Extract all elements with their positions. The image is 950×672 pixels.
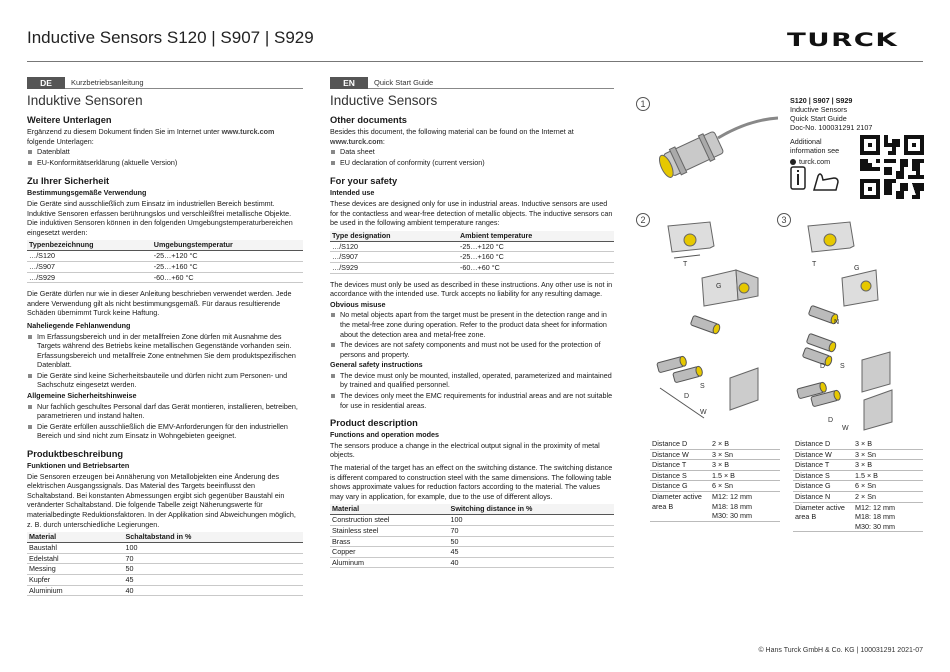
- table-cell: 40: [449, 557, 614, 568]
- table-cell: -25…+160 °C: [458, 252, 614, 263]
- column-en: [330, 77, 614, 568]
- table-cell: 1.5 × B: [710, 470, 780, 481]
- table-cell: Diameter active area B: [650, 491, 710, 521]
- table-cell: Baustahl: [27, 543, 123, 554]
- heading-product-de: Produktbeschreibung: [27, 449, 124, 460]
- heading-docs-de: Weitere Unterlagen: [27, 115, 112, 125]
- table-cell: 3 × B: [710, 460, 780, 471]
- table-row: [793, 460, 923, 471]
- table-cell: Distance D: [650, 439, 710, 449]
- table-cell: …/S929: [27, 272, 152, 283]
- turck-link-de[interactable]: www.turck.com: [221, 127, 275, 136]
- table-cell: 70: [123, 553, 303, 564]
- docs-text-end-en: :: [382, 136, 385, 146]
- heading-use-en: Intended use: [330, 188, 375, 198]
- material-table-en: [330, 504, 614, 568]
- dim-label-g3: G: [854, 265, 860, 272]
- table-cell: Edelstahl: [27, 553, 123, 564]
- table-cell: 70: [449, 526, 614, 537]
- table-cell: -25…+160 °C: [152, 261, 303, 272]
- table-cell: Distance G: [650, 481, 710, 492]
- table-row: [27, 543, 303, 554]
- list-item: Die Geräte erfüllen ausschließlich die EMV-Anforderungen für den industriellen Bereich und sind nicht zum Einsatz in Wohngebieten geeignet.: [27, 422, 303, 441]
- material-table-de: [27, 532, 303, 596]
- dim-label-w: W: [700, 409, 707, 416]
- lang-badge-en: EN: [330, 77, 368, 89]
- table-cell: 6 × Sn: [853, 481, 923, 492]
- table-row: [793, 502, 923, 532]
- table-cell: 100: [449, 515, 614, 526]
- list-item: The devices are not safety components and must not be used for the protection of persons and property.: [330, 340, 614, 359]
- table-row: [27, 261, 303, 272]
- table-cell: 2 × B: [710, 439, 780, 449]
- table-cell: 2 × Sn: [853, 491, 923, 502]
- table-row: [330, 536, 614, 547]
- dim-label-g: G: [716, 283, 722, 290]
- table-row: [27, 585, 303, 596]
- docs-text-en: Besides this document, the following material can be found on the Internet at: [330, 127, 574, 136]
- figure-number-1: 1: [636, 97, 650, 111]
- table-cell: 100: [123, 543, 303, 554]
- dim-label-s: S: [700, 383, 705, 390]
- table-cell: …/S120: [27, 251, 152, 262]
- table-cell: 3 × B: [853, 439, 923, 449]
- heading-misuse-en: Obvious misuse: [330, 299, 386, 309]
- table-row: [793, 439, 923, 449]
- table-cell: Distance T: [793, 460, 853, 471]
- heading-general-de: Allgemeine Sicherheitshinweise: [27, 391, 137, 401]
- table-row: [27, 574, 303, 585]
- table-cell: M12: 12 mm M18: 18 mm M30: 30 mm: [710, 491, 780, 521]
- column-de: [27, 77, 303, 596]
- dim-label-t: T: [683, 261, 688, 268]
- section-title-en: Inductive Sensors: [330, 93, 438, 108]
- table-row: [793, 491, 923, 502]
- table-cell: 1.5 × B: [853, 470, 923, 481]
- sensor-illustration: [648, 110, 778, 190]
- table-cell: -25…+120 °C: [152, 251, 303, 262]
- lang-bar-de: [27, 77, 303, 89]
- section-title-de: Induktive Sensoren: [27, 93, 143, 108]
- table-cell: Distance W: [793, 449, 853, 460]
- use-paragraph-de: Die Geräte sind ausschließlich zum Einsatz im industriellen Bereich bestimmt. Induktive Sensoren erfassen berührungslos und verschleißfrei metallische Objekte. Die induktiven Sensoren können in den folgenden Umgebungstemperaturbereichen eingesetzt werden:: [27, 198, 293, 237]
- docs-text-end-de: folgende Unterlagen:: [27, 136, 94, 146]
- table-header: Switching distance in %: [449, 504, 614, 515]
- mounting-diagram-2: [640, 218, 780, 433]
- misuse-list-en: [330, 310, 614, 359]
- docs-paragraph-en: [330, 127, 614, 146]
- list-item: Datenblatt: [27, 147, 303, 157]
- use-paragraph2-en: The devices must only be used as described in these instructions. Any other use is not in accordance with the intended use. Turck accepts no liability for any resulting damage.: [330, 279, 613, 299]
- table-row: [650, 439, 780, 449]
- table-cell: …/S907: [27, 261, 152, 272]
- table-cell: Distance T: [650, 460, 710, 471]
- functions-paragraph-de: Die Sensoren erzeugen bei Annäherung von Metallobjekten eine Änderung des elektrischen Ausgangssignals. Das Material des Targets beeinflusst den Schaltabstand. Bei konstanten Abmessungen ergibt sich gegenüber Baustahl ein veränderter Schaltabstand. Die folgende Tabelle zeigt Näherungswerte für materialbedingte Reduktionsfaktoren. In der Applikation sind Abweichungen möglich, z. B. durch unterschiedliche Legierungen.: [27, 471, 296, 529]
- table-cell: Construction steel: [330, 515, 449, 526]
- doc-info-number: Doc-No. 100031291 2107: [790, 123, 873, 132]
- table-cell: Distance S: [650, 470, 710, 481]
- docs-paragraph-de: [27, 127, 303, 146]
- dim-label-t3: T: [812, 261, 817, 268]
- table-header: Typenbezeichnung: [27, 240, 152, 251]
- table-header: Material: [27, 532, 123, 543]
- dim-label-s3: S: [840, 363, 845, 370]
- bullet-icon: [790, 159, 796, 165]
- document-title: Inductive Sensors S120 | S907 | S929: [27, 28, 314, 47]
- table-cell: Kupfer: [27, 574, 123, 585]
- table-row: [330, 262, 614, 273]
- table-row: [330, 241, 614, 252]
- table-cell: Stainless steel: [330, 526, 449, 537]
- table-row: [27, 553, 303, 564]
- general-list-en: [330, 371, 614, 410]
- table-cell: Distance S: [793, 470, 853, 481]
- heading-functions-en: Functions and operation modes: [330, 430, 440, 440]
- table-cell: M12: 12 mm M18: 18 mm M30: 30 mm: [853, 502, 923, 532]
- table-cell: 45: [449, 547, 614, 558]
- lang-bar-en: [330, 77, 614, 89]
- table-cell: Distance N: [793, 491, 853, 502]
- figure-number-3: 3: [777, 213, 791, 227]
- table-cell: 50: [123, 564, 303, 575]
- table-cell: 3 × Sn: [710, 449, 780, 460]
- list-item: Im Erfassungsbereich und in der metallfreien Zone dürfen mit Ausnahme des Targets während des Betriebs keine metallischen Gegenstände vorhanden sein. Erfassungsbereich und metallfreie Zone entnehmen Sie dem produktspezifischen Datenblatt.: [27, 332, 303, 370]
- table-cell: …/S907: [330, 252, 458, 263]
- heading-general-en: General safety instructions: [330, 360, 423, 370]
- misuse-list-de: [27, 332, 303, 391]
- table-row: [793, 481, 923, 492]
- heading-use-de: Bestimmungsgemäße Verwendung: [27, 188, 147, 198]
- table-row: [330, 252, 614, 263]
- footer-copyright: © Hans Turck GmbH & Co. KG | 100031291 2021-07: [758, 647, 923, 654]
- turck-link-en[interactable]: www.turck.com: [330, 136, 383, 146]
- table-row: [27, 272, 303, 283]
- table-row: [27, 251, 303, 262]
- table-cell: Aluminium: [27, 585, 123, 596]
- table-row: [650, 491, 780, 521]
- table-header: Ambient temperature: [458, 231, 614, 242]
- figure-number-2: 2: [636, 213, 650, 227]
- docs-list-en: [330, 147, 614, 167]
- temp-table-de: [27, 240, 303, 283]
- dim-label-d3b: D: [828, 417, 834, 424]
- table-row: [793, 470, 923, 481]
- list-item: Nur fachlich geschultes Personal darf das Gerät montieren, installieren, betreiben, parametrieren und instand halten.: [27, 402, 303, 421]
- table-header: Type designation: [330, 231, 458, 242]
- table-row: [330, 547, 614, 558]
- table-header: Material: [330, 504, 449, 515]
- table-cell: Aluminum: [330, 557, 449, 568]
- table-row: [650, 449, 780, 460]
- table-cell: Distance G: [793, 481, 853, 492]
- dim-label-w3: W: [842, 425, 849, 432]
- heading-product-en: Product description: [330, 418, 418, 429]
- list-item: EU-Konformitätserklärung (aktuelle Version): [27, 158, 303, 168]
- dim-label-d3a: D: [820, 363, 826, 370]
- list-item: The devices only meet the EMC requirements for industrial areas and are not suitable for use in residential areas.: [330, 391, 614, 410]
- table-row: [330, 515, 614, 526]
- docs-list-de: [27, 147, 303, 167]
- use-paragraph2-de: Die Geräte dürfen nur wie in dieser Anleitung beschrieben verwendet werden. Jede andere Verwendung gilt als nicht bestimmungsgemäß. Für daraus resultierende Schäden übernimmt Turck keine Haftung.: [27, 289, 292, 318]
- heading-functions-de: Funktionen und Betriebsarten: [27, 461, 130, 471]
- table-cell: Distance D: [793, 439, 853, 449]
- info-link[interactable]: turck.com: [799, 157, 831, 166]
- lang-label-de: Kurzbetriebsanleitung: [71, 77, 144, 87]
- docs-text-de: Ergänzend zu diesem Dokument finden Sie im Internet unter: [27, 127, 222, 136]
- mounting-diagram-3: [780, 218, 920, 433]
- functions-paragraph2-en: The material of the target has an effect on the switching distance. The switching distance is different compared to construction steel with the same dimensions. The following table shows approximate values for reduction factors according to the material. The values may vary in application, for example, due to the use of different alloys.: [330, 463, 613, 501]
- list-item: Die Geräte sind keine Sicherheitsbauteile und dürfen nicht zum Personen- und Sachschutz eingesetzt werden.: [27, 371, 303, 390]
- heading-docs-en: Other documents: [330, 115, 407, 125]
- doc-info-title: S120 | S907 | S929: [790, 96, 853, 105]
- info-hand-icon: [790, 166, 846, 192]
- functions-paragraph-en: The sensors produce a change in the electrical output signal in the proximity of metal objects.: [330, 440, 600, 460]
- list-item: EU declaration of conformity (current version): [330, 158, 614, 168]
- table-cell: Brass: [330, 536, 449, 547]
- table-row: [330, 557, 614, 568]
- table-row: [793, 449, 923, 460]
- use-paragraph-en: These devices are designed only for use in industrial areas. Inductive sensors are used for the contactless and wear-free detection of metallic objects. The inductive sensors can be used in the following ambient temperature ranges:: [330, 198, 613, 228]
- table-cell: -60…+60 °C: [152, 272, 303, 283]
- temp-table-en: [330, 231, 614, 274]
- general-list-de: [27, 402, 303, 441]
- table-cell: -60…+60 °C: [458, 262, 614, 273]
- table-cell: 40: [123, 585, 303, 596]
- table-cell: 45: [123, 574, 303, 585]
- table-cell: Copper: [330, 547, 449, 558]
- turck-logo: TURCK: [787, 29, 899, 51]
- lang-badge-de: DE: [27, 77, 65, 89]
- list-item: No metal objects apart from the target must be present in the detection range and in the metal-free zone during operation. Refer to the product data sheet for information about the detection area and metal-free zone.: [330, 310, 614, 339]
- table-cell: 3 × B: [853, 460, 923, 471]
- heading-safety-de: Zu Ihrer Sicherheit: [27, 176, 110, 187]
- table-row: [650, 470, 780, 481]
- table-cell: -25…+120 °C: [458, 241, 614, 252]
- list-item: The device must only be mounted, installed, operated, parameterized and maintained by trained and qualified personnel.: [330, 371, 614, 390]
- table-row: [650, 481, 780, 492]
- lang-label-en: Quick Start Guide: [374, 77, 434, 87]
- table-cell: …/S120: [330, 241, 458, 252]
- dim-label-n: N: [834, 319, 840, 326]
- heading-misuse-de: Naheliegende Fehlanwendung: [27, 320, 131, 330]
- table-cell: …/S929: [330, 262, 458, 273]
- table-header: Umgebungstemperatur: [152, 240, 303, 251]
- table-cell: Diameter active area B: [793, 502, 853, 532]
- table-header: Schaltabstand in %: [123, 532, 303, 543]
- table-cell: 3 × Sn: [853, 449, 923, 460]
- heading-safety-en: For your safety: [330, 176, 398, 187]
- list-item: Data sheet: [330, 147, 614, 157]
- distance-table-2: [650, 439, 780, 522]
- table-cell: Messing: [27, 564, 123, 575]
- distance-table-3: [793, 439, 923, 532]
- dim-label-d: D: [684, 393, 690, 400]
- table-cell: 6 × Sn: [710, 481, 780, 492]
- doc-info-sub: Inductive Sensors: [790, 105, 848, 114]
- table-row: [27, 564, 303, 575]
- table-row: [650, 460, 780, 471]
- header-divider: [27, 61, 923, 62]
- doc-info-guide: Quick Start Guide: [790, 114, 847, 123]
- table-cell: Distance W: [650, 449, 710, 460]
- table-row: [330, 526, 614, 537]
- additional-info-text: Additional information see: [790, 137, 840, 155]
- table-cell: 50: [449, 536, 614, 547]
- qr-code-icon: [860, 135, 924, 199]
